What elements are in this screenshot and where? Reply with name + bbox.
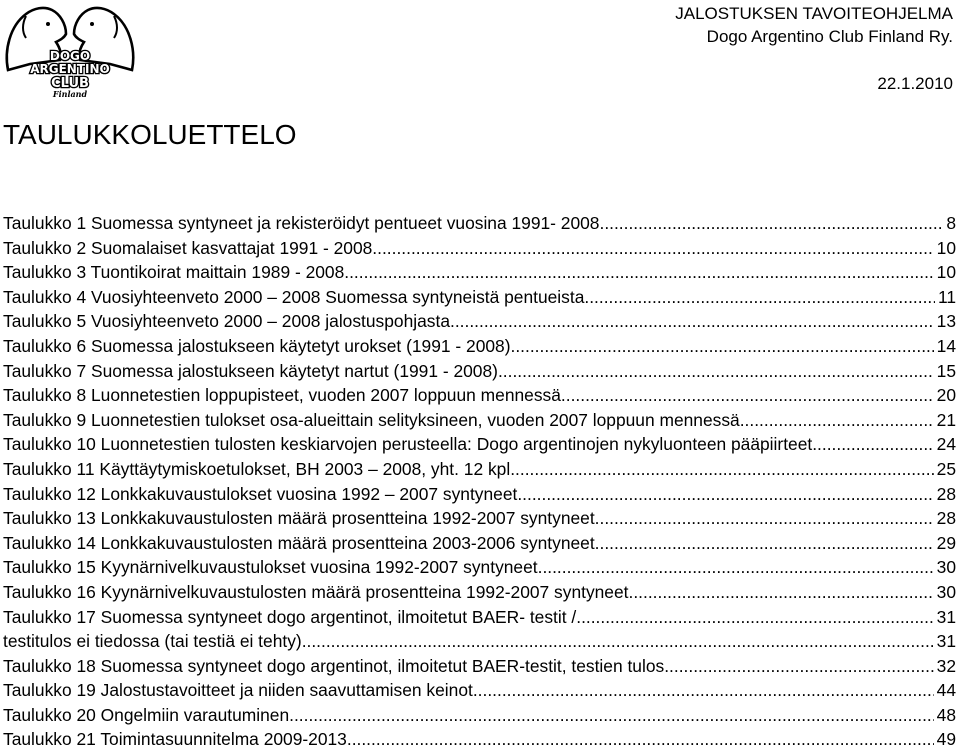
toc-entry[interactable] — [3, 432, 956, 457]
toc-dot-leader — [450, 309, 934, 334]
toc-entry-title: testitulos ei tiedossa (tai testiä ei tehty) — [3, 631, 302, 652]
toc-entry[interactable] — [3, 383, 956, 408]
page-title: TAULUKKOLUETTELO — [3, 119, 297, 150]
toc-dot-leader — [344, 260, 933, 285]
toc-dot-leader — [302, 629, 934, 654]
toc-dot-leader — [289, 703, 934, 728]
toc-entry-title: Taulukko 2 Suomalaiset kasvattajat 1991 - 2008 — [3, 237, 373, 258]
toc-entry[interactable] — [3, 580, 956, 605]
toc-entry[interactable] — [3, 482, 956, 507]
toc-page-number: 25 — [936, 458, 956, 479]
toc-entry-title: Taulukko 11 Käyttäytymiskoetulokset, BH 2003 – 2008, yht. 12 kpl — [3, 458, 511, 479]
toc-page-number: 10 — [936, 262, 956, 283]
toc-entry[interactable] — [3, 531, 956, 556]
toc-dot-leader — [498, 359, 934, 384]
toc-entry[interactable] — [3, 334, 956, 359]
toc-dot-leader — [347, 727, 934, 752]
toc-entry-title: Taulukko 8 Luonnetestien loppupisteet, vuoden 2007 loppuun mennessä — [3, 385, 561, 406]
toc-page-number: 30 — [936, 557, 956, 578]
toc-entry[interactable] — [3, 260, 956, 285]
toc-page-number: 21 — [936, 409, 956, 430]
toc-page-number: 28 — [936, 508, 956, 529]
toc-entry-title: Taulukko 16 Kyynärnivelkuvaustulosten määrä prosentteina 1992-2007 syntyneet — [3, 581, 629, 602]
toc-entry[interactable] — [3, 309, 956, 334]
toc-page-number: 44 — [936, 680, 956, 701]
toc-page-number: 20 — [936, 385, 956, 406]
toc-dot-leader — [595, 531, 934, 556]
toc-entry[interactable] — [3, 555, 956, 580]
toc-entry-title: Taulukko 1 Suomessa syntyneet ja rekisteröidyt pentueet vuosina 1991- 2008 — [3, 213, 600, 233]
toc-page-number: 8 — [946, 213, 956, 233]
toc-entry-title: Taulukko 10 Luonnetestien tulosten keskiarvojen perusteella: Dogo argentinojen nykyluonteen pääpiirteet — [3, 434, 813, 455]
toc-page-number: 32 — [936, 655, 956, 676]
toc-entry-title: Taulukko 7 Suomessa jalostukseen käytetyt nartut (1991 - 2008) — [3, 360, 498, 381]
toc-dot-leader — [629, 580, 934, 605]
toc-page-number: 14 — [936, 335, 956, 356]
toc-entry-title: Taulukko 18 Suomessa syntyneet dogo argentinot, ilmoitetut BAER-testit, testien tulos — [3, 655, 665, 676]
toc-dot-leader — [599, 211, 943, 236]
toc-dot-leader — [584, 285, 935, 310]
toc-entry-title: Taulukko 9 Luonnetestien tulokset osa-alueittain selityksineen, vuoden 2007 loppuun mennessä — [3, 409, 740, 430]
toc-page-number: 13 — [936, 311, 956, 332]
logo-text-club: CLUB — [51, 76, 89, 91]
toc-entry-title: Taulukko 5 Vuosiyhteenveto 2000 – 2008 jalostuspohjasta — [3, 311, 451, 332]
toc-entry-title: Taulukko 4 Vuosiyhteenveto 2000 – 2008 Suomessa syntyneistä pentueista — [3, 286, 585, 307]
document-date: 22.1.2010 — [877, 74, 953, 93]
toc-dot-leader — [561, 383, 934, 408]
toc-page-number: 49 — [936, 729, 956, 750]
toc-page-number: 48 — [936, 704, 956, 725]
toc-page-number: 11 — [937, 286, 956, 307]
club-logo — [0, 0, 140, 100]
logo-text-argentino: ARGENTINO — [30, 62, 110, 76]
toc-dot-leader — [538, 555, 934, 580]
table-of-contents — [3, 211, 956, 752]
toc-entry[interactable] — [3, 506, 956, 531]
toc-dot-leader — [473, 678, 934, 703]
toc-page-number: 15 — [936, 360, 956, 381]
toc-entry[interactable] — [3, 211, 956, 236]
toc-page-number: 31 — [936, 631, 956, 652]
toc-entry-title: Taulukko 17 Suomessa syntyneet dogo argentinot, ilmoitetut BAER- testit / — [3, 606, 577, 627]
toc-entry-title: Taulukko 6 Suomessa jalostukseen käytetyt urokset (1991 - 2008) — [3, 335, 511, 356]
toc-page-number: 24 — [936, 434, 956, 455]
toc-page-number: 29 — [936, 532, 956, 553]
toc-entry-title: Taulukko 21 Toimintasuunnitelma 2009-2013 — [3, 729, 347, 750]
toc-entry-title: Taulukko 14 Lonkkakuvaustulosten määrä prosentteina 2003-2006 syntyneet — [3, 532, 595, 553]
logo-text-dogo: DOGO — [49, 49, 91, 63]
toc-dot-leader — [664, 654, 933, 679]
program-title: JALOSTUKSEN TAVOITEOHJELMA — [675, 4, 953, 23]
toc-entry[interactable] — [3, 678, 956, 703]
toc-page-number: 10 — [936, 237, 956, 258]
logo-text-finland: Finland — [52, 89, 88, 99]
toc-entry[interactable] — [3, 285, 956, 310]
toc-entry[interactable] — [3, 359, 956, 384]
toc-entry[interactable] — [3, 236, 956, 261]
toc-dot-leader — [595, 506, 934, 531]
toc-dot-leader — [511, 334, 934, 359]
toc-dot-leader — [576, 605, 933, 630]
toc-entry-title: Taulukko 12 Lonkkakuvaustulokset vuosina 1992 – 2007 syntyneet — [3, 483, 518, 504]
toc-dot-leader — [372, 236, 933, 261]
toc-entry-title: Taulukko 3 Tuontikoirat maittain 1989 - 2008 — [3, 262, 345, 283]
toc-dot-leader — [517, 482, 933, 507]
toc-entry-title: Taulukko 13 Lonkkakuvaustulosten määrä prosentteina 1992-2007 syntyneet — [3, 508, 595, 529]
toc-entry[interactable] — [3, 703, 956, 728]
toc-dot-leader — [740, 408, 934, 433]
toc-dot-leader — [510, 457, 933, 482]
toc-entry-title: Taulukko 15 Kyynärnivelkuvaustulokset vuosina 1992-2007 syntyneet — [3, 557, 538, 578]
toc-entry[interactable] — [3, 408, 956, 433]
toc-entry[interactable] — [3, 605, 956, 630]
toc-dot-leader — [812, 432, 933, 457]
toc-entry[interactable] — [3, 457, 956, 482]
toc-page-number: 30 — [936, 581, 956, 602]
toc-entry-title: Taulukko 19 Jalostustavoitteet ja niiden saavuttamisen keinot — [3, 680, 473, 701]
club-name: Dogo Argentino Club Finland Ry. — [706, 27, 953, 46]
toc-entry[interactable] — [3, 629, 956, 654]
toc-entry-title: Taulukko 20 Ongelmiin varautuminen — [3, 704, 290, 725]
toc-page-number: 28 — [936, 483, 956, 504]
toc-entry[interactable] — [3, 654, 956, 679]
toc-entry[interactable] — [3, 727, 956, 752]
toc-page-number: 31 — [936, 606, 956, 627]
